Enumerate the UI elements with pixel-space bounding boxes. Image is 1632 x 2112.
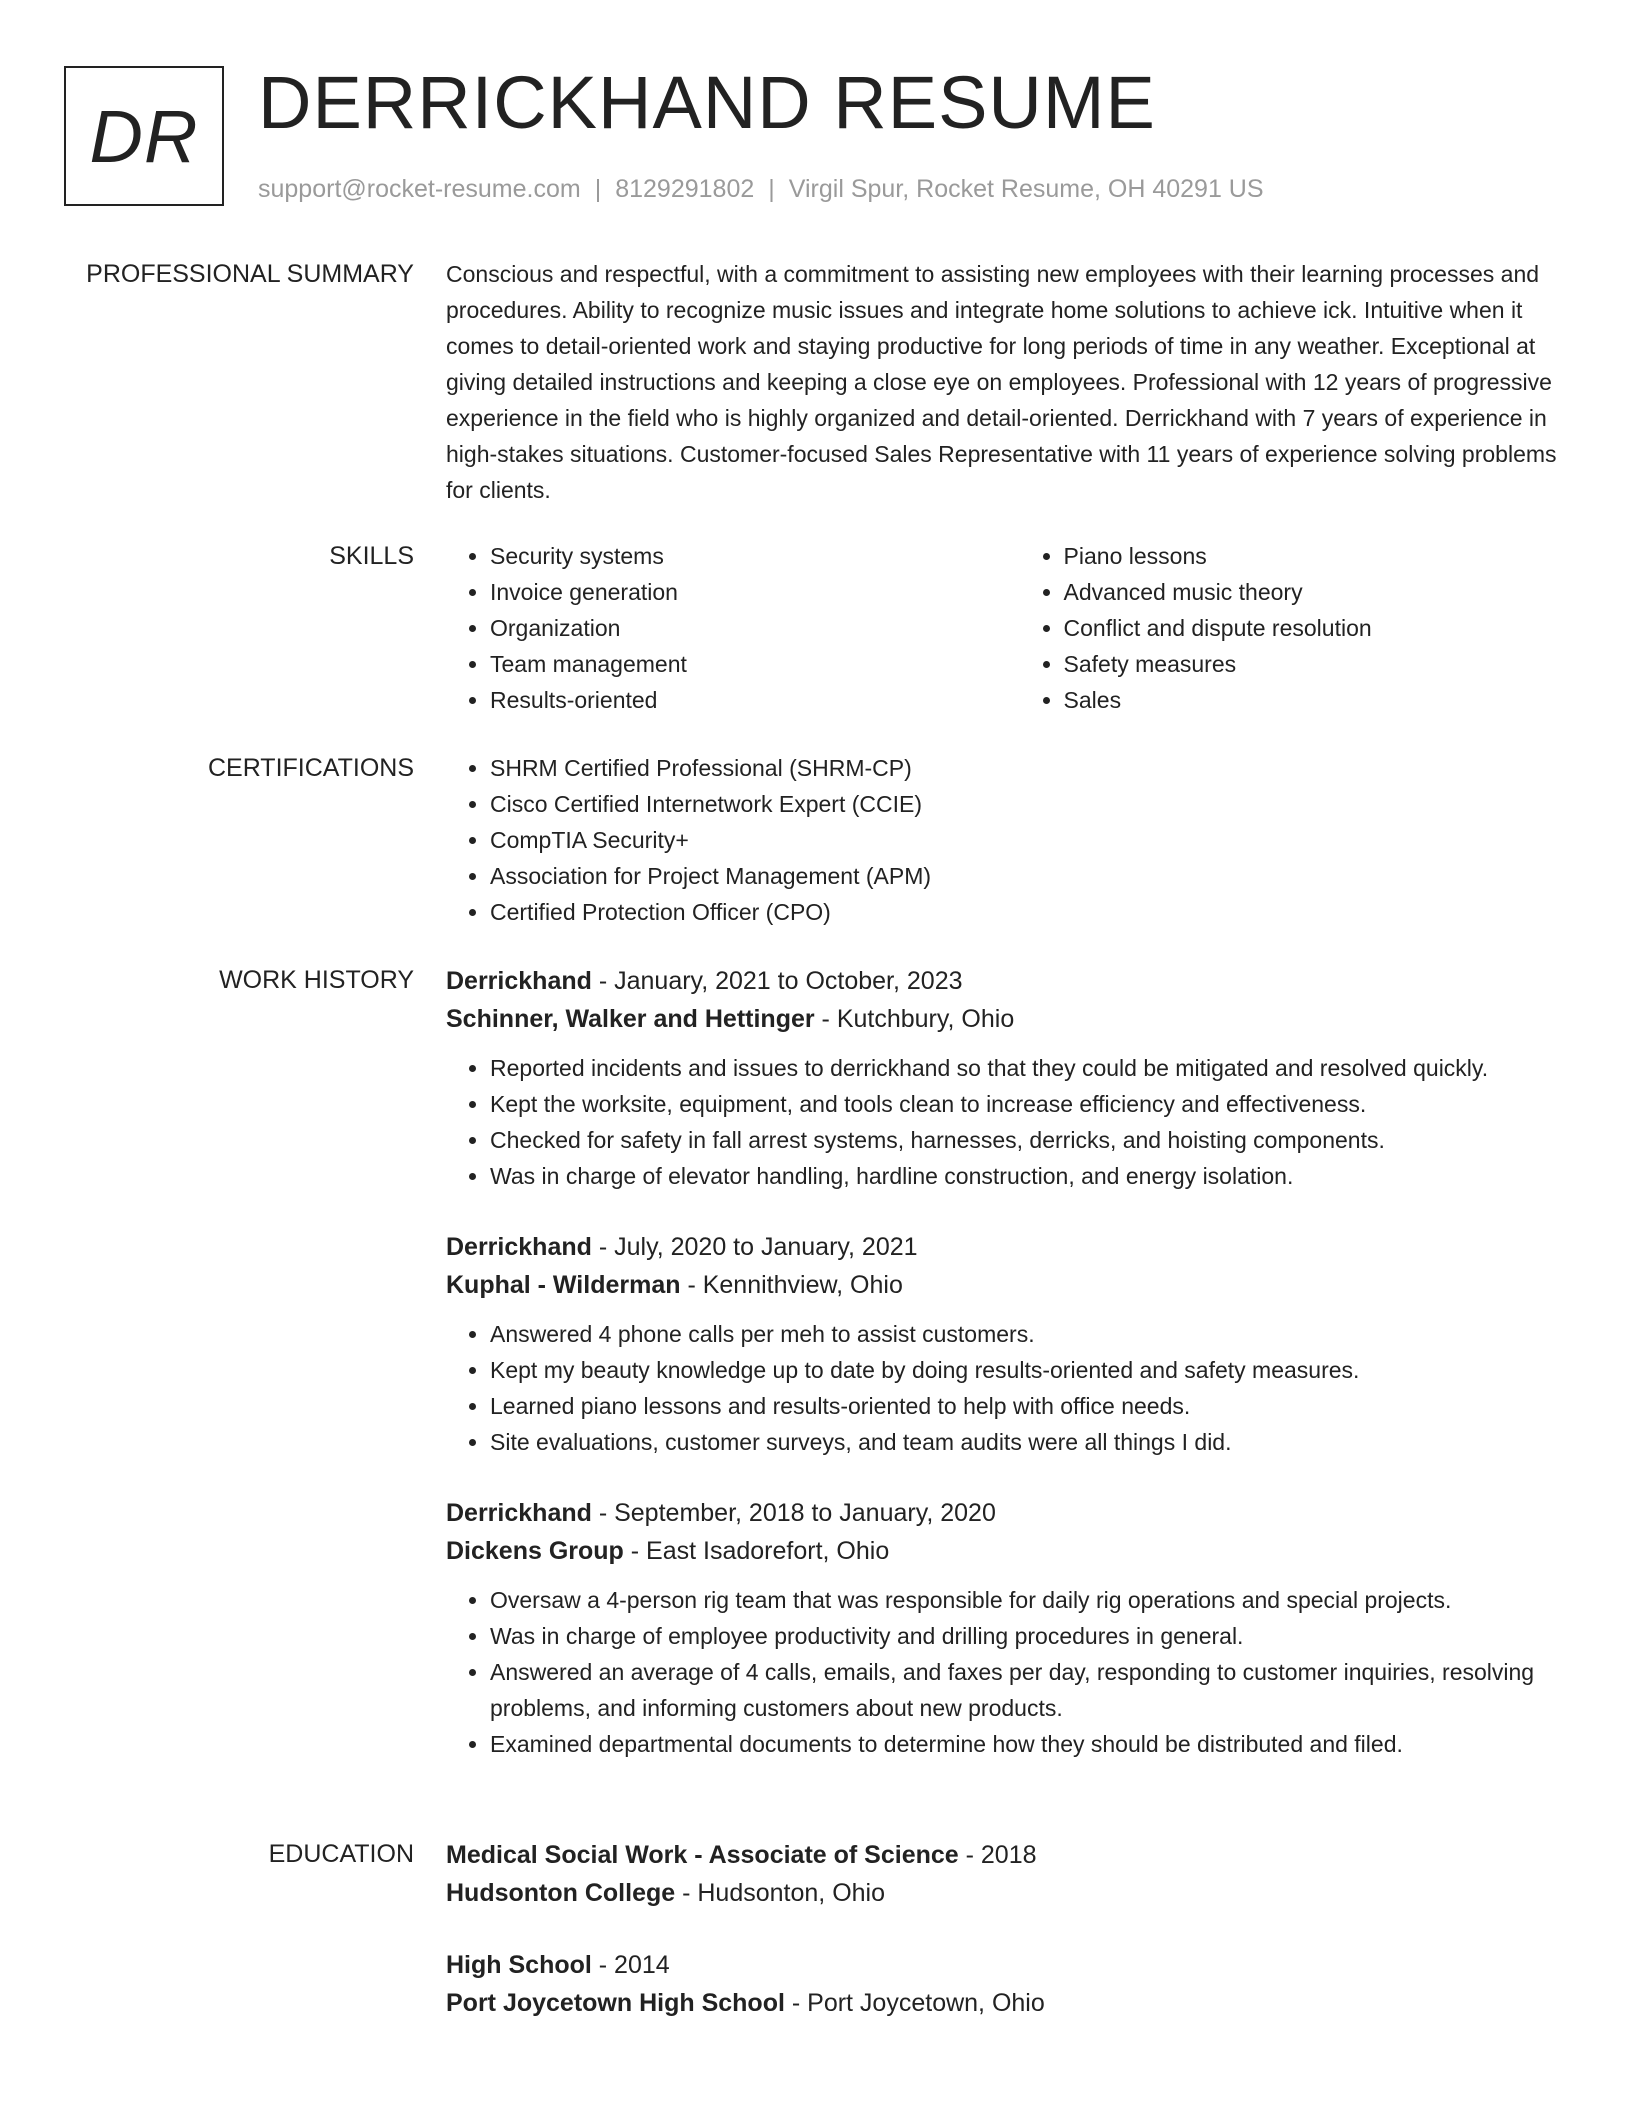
section-label-education: EDUCATION: [268, 1840, 414, 1868]
job-company: Kuphal - Wilderman: [446, 1271, 681, 1299]
skill-item: • Security systems: [490, 538, 1020, 574]
contact-phone: 8129291802: [615, 175, 755, 203]
monogram-box: [64, 66, 224, 206]
section-label-summary: PROFESSIONAL SUMMARY: [86, 260, 414, 288]
contact-separator: |: [594, 175, 602, 203]
job-bullet: • Oversaw a 4-person rig team that was responsible for daily rig operations and special projects.: [490, 1582, 1566, 1618]
education-content: [446, 1836, 1566, 2056]
certification-item: • SHRM Certified Professional (SHRM-CP): [490, 750, 1566, 786]
skills-list-left: [446, 538, 1020, 718]
job-bullet: • Answered 4 phone calls per meh to assist customers.: [490, 1316, 1566, 1352]
job-entry: [446, 962, 1566, 1194]
job-title-line: [446, 962, 1566, 1000]
education-school-line: [446, 1984, 1566, 2022]
education-degree: Medical Social Work - Associate of Science: [446, 1841, 959, 1869]
education-school-line: [446, 1874, 1566, 1912]
skill-item: • Piano lessons: [1064, 538, 1566, 574]
job-bullet: • Reported incidents and issues to derrickhand so that they could be mitigated and resolved quickly.: [490, 1050, 1566, 1086]
job-bullets: [446, 1050, 1566, 1194]
education-location: - Hudsonton, Ohio: [675, 1879, 885, 1907]
education-location: - Port Joycetown, Ohio: [784, 1989, 1045, 2017]
skill-item: • Sales: [1064, 682, 1566, 718]
contact-address: Virgil Spur, Rocket Resume, OH 40291 US: [788, 175, 1264, 203]
certification-item: • Association for Project Management (APM): [490, 858, 1566, 894]
summary-text: Conscious and respectful, with a commitment to assisting new employees with their learning processes and procedures. Ability to recognize music issues and integrate home solutions to achieve ick. Intuitive when it comes to detail-oriented work and staying productive for long periods of time in any weather. Exceptional at giving detailed instructions and keeping a close eye on employees. Professional with 12 years of progressive experience in the field who is highly organized and detail-oriented. Derrickhand with 7 years of experience in high-stakes situations. Customer-focused Sales Representative with 11 years of experience solving problems for clients.: [446, 261, 1557, 503]
skill-item: • Safety measures: [1064, 646, 1566, 682]
job-title: Derrickhand: [446, 1233, 592, 1261]
job-company-line: [446, 1532, 1566, 1570]
education-degree: High School: [446, 1951, 592, 1979]
education-entry: [446, 1946, 1566, 2022]
contact-line: [258, 174, 1264, 204]
certification-item: • Certified Protection Officer (CPO): [490, 894, 1566, 930]
skill-item: • Organization: [490, 610, 1020, 646]
education-degree-line: [446, 1946, 1566, 1984]
skill-item: • Results-oriented: [490, 682, 1020, 718]
certifications-content: [446, 750, 1566, 930]
summary-content: [446, 256, 1566, 508]
job-entry: [446, 1228, 1566, 1460]
certifications-list: [446, 750, 1566, 930]
education-year: - 2018: [958, 1841, 1037, 1869]
contact-separator: |: [768, 175, 775, 203]
skill-item: • Conflict and dispute resolution: [1064, 610, 1566, 646]
job-location: - Kutchbury, Ohio: [814, 1005, 1015, 1033]
certification-item: • Cisco Certified Internetwork Expert (CCIE): [490, 786, 1566, 822]
job-dates: - January, 2021 to October, 2023: [591, 967, 963, 995]
resume-title: DERRICKHAND RESUME: [258, 61, 1156, 144]
job-bullets: [446, 1316, 1566, 1460]
job-bullet: • Kept the worksite, equipment, and tools clean to increase efficiency and effectiveness.: [490, 1086, 1566, 1122]
job-dates: - July, 2020 to January, 2021: [591, 1233, 918, 1261]
skill-item: • Advanced music theory: [1064, 574, 1566, 610]
work-history-content: [446, 962, 1566, 1796]
job-bullet: • Was in charge of employee productivity and drilling procedures in general.: [490, 1618, 1566, 1654]
job-bullet: • Site evaluations, customer surveys, and team audits were all things I did.: [490, 1424, 1566, 1460]
job-location: - Kennithview, Ohio: [680, 1271, 903, 1299]
job-bullet: • Examined departmental documents to determine how they should be distributed and filed.: [490, 1726, 1566, 1762]
education-school: Hudsonton College: [446, 1879, 676, 1907]
section-label-certifications: CERTIFICATIONS: [207, 754, 414, 782]
education-school: Port Joycetown High School: [446, 1989, 785, 2017]
job-entry: [446, 1494, 1566, 1762]
section-label-work-history: WORK HISTORY: [219, 966, 414, 994]
job-title: Derrickhand: [446, 967, 592, 995]
job-company: Dickens Group: [446, 1537, 624, 1565]
job-bullet: • Learned piano lessons and results-oriented to help with office needs.: [490, 1388, 1566, 1424]
job-bullets: [446, 1582, 1566, 1762]
job-company: Schinner, Walker and Hettinger: [446, 1005, 815, 1033]
education-entry: [446, 1836, 1566, 1912]
education-degree-line: [446, 1836, 1566, 1874]
job-title-line: [446, 1494, 1566, 1532]
skill-item: • Invoice generation: [490, 574, 1020, 610]
job-dates: - September, 2018 to January, 2020: [591, 1499, 996, 1527]
job-location: - East Isadorefort, Ohio: [623, 1537, 890, 1565]
certification-item: • CompTIA Security+: [490, 822, 1566, 858]
section-label-skills: SKILLS: [329, 542, 414, 570]
skill-item: • Team management: [490, 646, 1020, 682]
skills-content: [446, 538, 1566, 718]
job-bullet: • Kept my beauty knowledge up to date by doing results-oriented and safety measures.: [490, 1352, 1566, 1388]
job-company-line: [446, 1000, 1566, 1038]
job-bullet: • Checked for safety in fall arrest systems, harnesses, derricks, and hoisting components.: [490, 1122, 1566, 1158]
job-title: Derrickhand: [446, 1499, 592, 1527]
contact-email: support@rocket-resume.com: [258, 175, 581, 203]
job-company-line: [446, 1266, 1566, 1304]
skills-list-right: [1020, 538, 1566, 718]
education-year: - 2014: [591, 1951, 670, 1979]
job-bullet: • Answered an average of 4 calls, emails, and faxes per day, responding to customer inquiries, resolving problems, and informing customers about new products.: [490, 1654, 1566, 1726]
monogram-initials: DR: [89, 94, 199, 178]
job-bullet: • Was in charge of elevator handling, hardline construction, and energy isolation.: [490, 1158, 1566, 1194]
job-title-line: [446, 1228, 1566, 1266]
